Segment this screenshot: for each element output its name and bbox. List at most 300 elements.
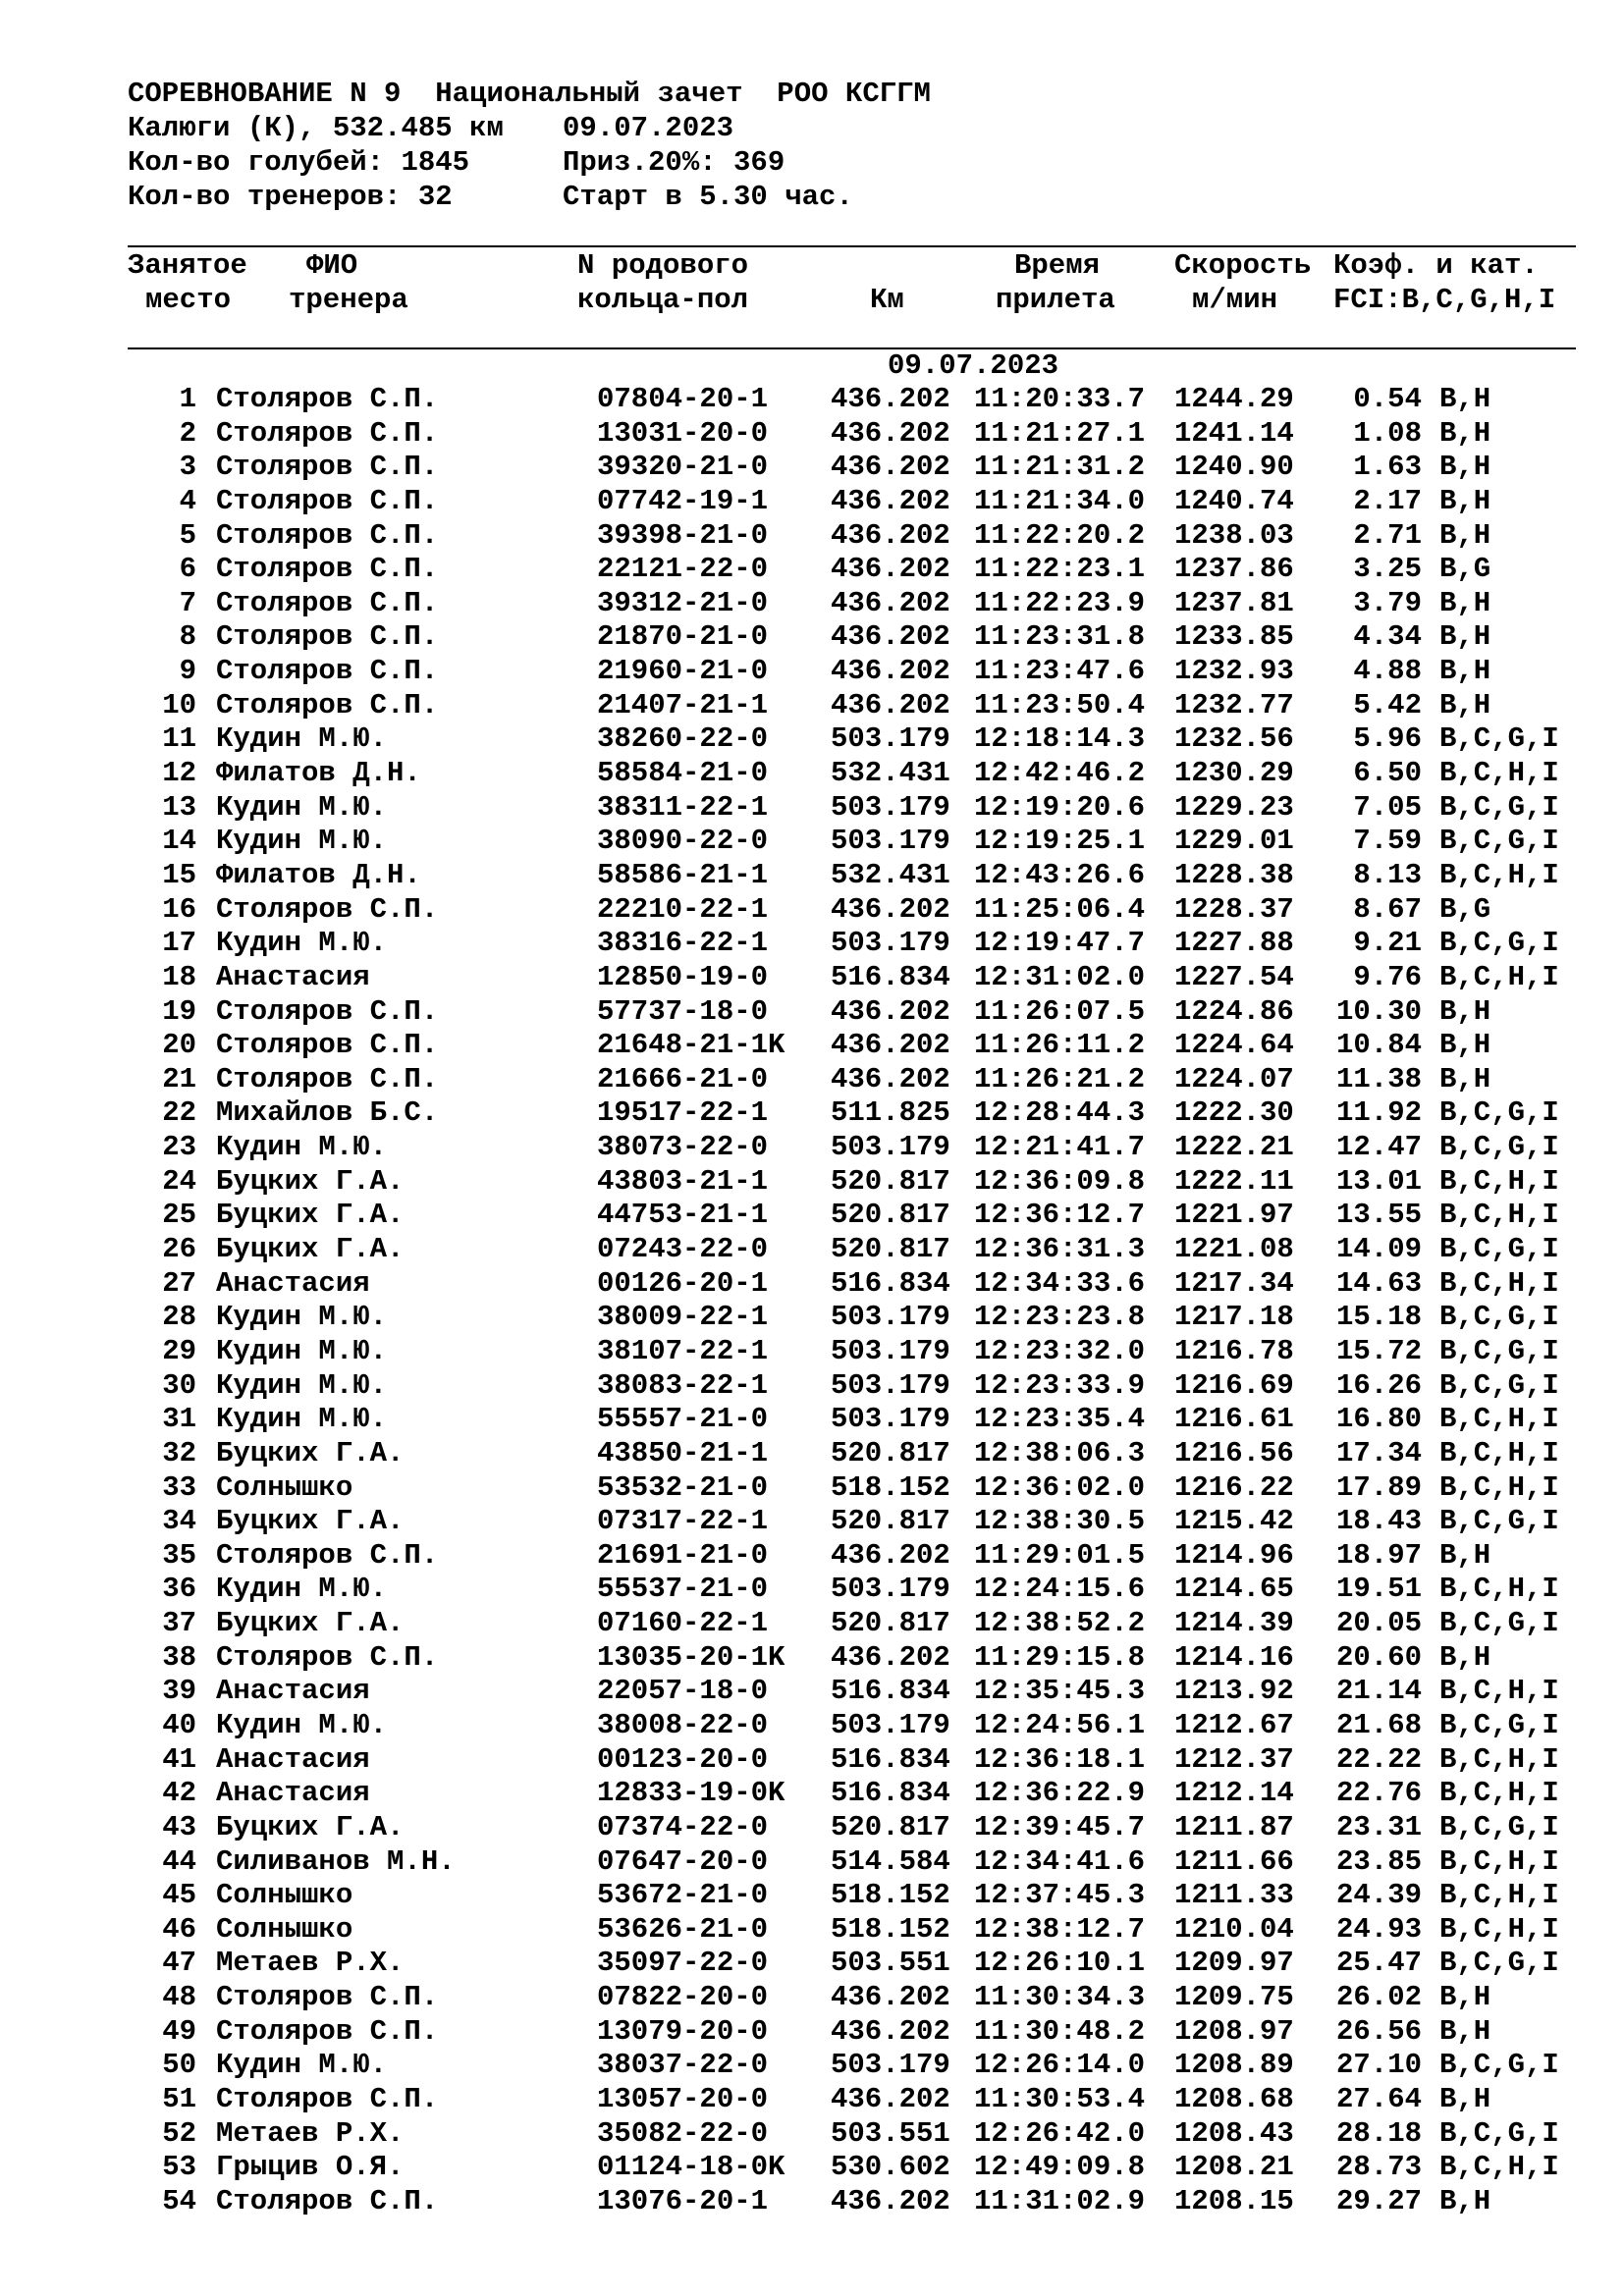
place: 6 (179, 553, 196, 586)
distance-km: 436.202 (831, 586, 950, 619)
speed: 1232.56 (1174, 722, 1294, 756)
categories: B,C,G,I (1439, 2049, 1559, 2082)
arrival-time: 12:38:06.3 (974, 1436, 1146, 1469)
place: 18 (162, 960, 196, 993)
distance-km: 516.834 (831, 1266, 950, 1300)
trainer-name: Буцких Г.А. (216, 1164, 405, 1198)
col-place-label-1: Занятое (128, 249, 247, 282)
categories: B,H (1439, 655, 1491, 688)
coefficient: 0.54 (1353, 383, 1422, 415)
arrival-time: 11:30:34.3 (974, 1981, 1146, 2014)
place: 47 (162, 1947, 196, 1980)
speed: 1222.11 (1174, 1164, 1294, 1198)
categories: B,H (1439, 383, 1491, 415)
arrival-time: 11:23:50.4 (974, 688, 1146, 721)
coefficient: 5.42 (1353, 688, 1422, 721)
coefficient: 11.38 (1335, 1062, 1422, 1095)
categories: B,C,H,I (1439, 858, 1559, 891)
ring-number: 21666-21-0 (597, 1062, 769, 1095)
distance-km: 518.152 (831, 1470, 950, 1504)
speed: 1208.97 (1174, 2014, 1294, 2048)
categories: B,C,H,I (1439, 1266, 1559, 1300)
ring-number: 38090-22-0 (597, 825, 769, 858)
speed: 1227.88 (1174, 927, 1294, 960)
ring-number: 53532-21-0 (597, 1470, 769, 1504)
table-row (128, 689, 1581, 723)
categories: B,C,G,I (1439, 1505, 1559, 1538)
ring-number: 39320-21-0 (597, 451, 769, 484)
coefficient: 11.92 (1335, 1096, 1422, 1130)
arrival-time: 12:19:25.1 (974, 825, 1146, 858)
distance-km: 503.179 (831, 1301, 950, 1334)
trainer-name: Буцких Г.А. (216, 1607, 405, 1640)
coefficient: 2.17 (1353, 484, 1422, 517)
trainer-name: Кудин М.Ю. (216, 1403, 388, 1436)
distance-km: 436.202 (831, 484, 950, 517)
place: 54 (162, 2184, 196, 2217)
table-row (128, 1709, 1581, 1743)
coefficient: 26.56 (1335, 2014, 1422, 2048)
distance-km: 503.179 (831, 722, 950, 756)
place: 31 (162, 1403, 196, 1436)
trainer-name: Столяров С.П. (216, 586, 439, 619)
arrival-time: 11:21:31.2 (974, 451, 1146, 484)
place: 48 (162, 1981, 196, 2014)
arrival-time: 11:23:47.6 (974, 655, 1146, 688)
col-name-label-2: тренера (289, 284, 408, 316)
place: 30 (162, 1368, 196, 1402)
table-row (128, 1505, 1581, 1539)
arrival-time: 11:22:20.2 (974, 518, 1146, 552)
ring-number: 21691-21-0 (597, 1538, 769, 1572)
place: 49 (162, 2014, 196, 2048)
table-row (128, 1335, 1581, 1369)
distance-km: 436.202 (831, 383, 950, 415)
categories: B,C,H,I (1439, 757, 1559, 790)
table-row (128, 1233, 1581, 1267)
ring-number: 07317-22-1 (597, 1505, 769, 1538)
distance-km: 436.202 (831, 416, 950, 450)
trainer-name: Столяров С.П. (216, 994, 439, 1028)
coefficient: 29.27 (1335, 2184, 1422, 2217)
arrival-time: 12:49:09.8 (974, 2151, 1146, 2184)
competition-title-text: СОРЕВНОВАНИЕ N 9 Национальный зачет РОО КСГГМ (128, 78, 931, 110)
categories: B,C,G,I (1439, 1368, 1559, 1402)
table-row (128, 1573, 1581, 1607)
ring-number: 13057-20-0 (597, 2083, 769, 2116)
place: 11 (162, 722, 196, 756)
table-row (128, 1403, 1581, 1437)
coefficient: 10.30 (1335, 994, 1422, 1028)
trainer-name: Столяров С.П. (216, 655, 439, 688)
categories: B,H (1439, 2014, 1491, 2048)
table-row (128, 1301, 1581, 1335)
table-row (128, 485, 1581, 519)
arrival-time: 12:39:45.7 (974, 1810, 1146, 1843)
place: 2 (179, 416, 196, 450)
place: 17 (162, 927, 196, 960)
speed: 1221.08 (1174, 1233, 1294, 1266)
distance-km: 436.202 (831, 688, 950, 721)
categories: B,C,G,I (1439, 2116, 1559, 2150)
arrival-time: 12:42:46.2 (974, 757, 1146, 790)
table-row (128, 722, 1581, 757)
ring-number: 13079-20-0 (597, 2014, 769, 2048)
categories: B,H (1439, 484, 1491, 517)
trainer-name: Анастасия (216, 1675, 370, 1708)
categories: B,C,H,I (1439, 1879, 1559, 1912)
categories: B,H (1439, 451, 1491, 484)
arrival-time: 12:23:32.0 (974, 1334, 1146, 1367)
distance-km: 436.202 (831, 1640, 950, 1674)
coefficient: 26.02 (1335, 1981, 1422, 2014)
ring-number: 43850-21-1 (597, 1436, 769, 1469)
ring-number: 22210-22-1 (597, 892, 769, 926)
arrival-time: 11:29:15.8 (974, 1640, 1146, 1674)
speed: 1212.67 (1174, 1708, 1294, 1741)
place: 45 (162, 1879, 196, 1912)
speed: 1213.92 (1174, 1675, 1294, 1708)
categories: B,H (1439, 416, 1491, 450)
ring-number: 35097-22-0 (597, 1947, 769, 1980)
place: 27 (162, 1266, 196, 1300)
speed: 1232.77 (1174, 688, 1294, 721)
table-row (128, 1811, 1581, 1845)
table-row (128, 791, 1581, 826)
trainer-name: Анастасия (216, 1777, 370, 1810)
table-row (128, 519, 1581, 554)
trainer-name: Кудин М.Ю. (216, 790, 388, 824)
table-row (128, 859, 1581, 893)
coefficient: 8.67 (1353, 892, 1422, 926)
coefficient: 14.63 (1335, 1266, 1422, 1300)
arrival-time: 12:23:33.9 (974, 1368, 1146, 1402)
ring-number: 39398-21-0 (597, 518, 769, 552)
coefficient: 5.96 (1353, 722, 1422, 756)
arrival-time: 12:24:56.1 (974, 1708, 1146, 1741)
arrival-time: 11:21:27.1 (974, 416, 1146, 450)
ring-number: 07243-22-0 (597, 1233, 769, 1266)
ring-number: 39312-21-0 (597, 586, 769, 619)
categories: B,C,H,I (1439, 1199, 1559, 1232)
speed: 1238.03 (1174, 518, 1294, 552)
place: 4 (179, 484, 196, 517)
distance-km: 503.179 (831, 1403, 950, 1436)
speed: 1216.78 (1174, 1334, 1294, 1367)
categories: B,C,G,I (1439, 825, 1559, 858)
coefficient: 1.63 (1353, 451, 1422, 484)
table-row (128, 1879, 1581, 1913)
coefficient: 27.10 (1335, 2049, 1422, 2082)
distance-km: 436.202 (831, 994, 950, 1028)
speed: 1208.21 (1174, 2151, 1294, 2184)
arrival-time: 12:24:15.6 (974, 1573, 1146, 1606)
speed: 1240.74 (1174, 484, 1294, 517)
categories: B,C,G,I (1439, 1233, 1559, 1266)
distance-km: 436.202 (831, 518, 950, 552)
coefficient: 1.08 (1353, 416, 1422, 450)
header-top-rule (128, 245, 1576, 247)
coefficient: 12.47 (1335, 1131, 1422, 1164)
distance-km: 516.834 (831, 1675, 950, 1708)
table-row (128, 1267, 1581, 1302)
categories: B,C,G,I (1439, 1096, 1559, 1130)
ring-number: 38008-22-0 (597, 1708, 769, 1741)
speed: 1217.34 (1174, 1266, 1294, 1300)
ring-number: 53672-21-0 (597, 1879, 769, 1912)
categories: B,H (1439, 518, 1491, 552)
arrival-time: 12:38:52.2 (974, 1607, 1146, 1640)
speed: 1214.65 (1174, 1573, 1294, 1606)
categories: B,H (1439, 1640, 1491, 1674)
speed: 1209.97 (1174, 1947, 1294, 1980)
speed: 1214.96 (1174, 1538, 1294, 1572)
trainer-name: Буцких Г.А. (216, 1810, 405, 1843)
trainer-name: Буцких Г.А. (216, 1233, 405, 1266)
trainer-name: Кудин М.Ю. (216, 1368, 388, 1402)
speed: 1216.56 (1174, 1436, 1294, 1469)
trainer-name: Кудин М.Ю. (216, 1301, 388, 1334)
col-place-label-2: место (145, 284, 232, 316)
distance-km: 518.152 (831, 1879, 950, 1912)
table-row (128, 2015, 1581, 2050)
trainer-count-line (128, 180, 1581, 214)
pigeon-count-line (128, 145, 1581, 180)
coefficient: 3.79 (1353, 586, 1422, 619)
coefficient: 14.09 (1335, 1233, 1422, 1266)
place: 25 (162, 1199, 196, 1232)
distance-km: 520.817 (831, 1436, 950, 1469)
categories: B,C,G,I (1439, 1301, 1559, 1334)
trainer-name: Столяров С.П. (216, 451, 439, 484)
race-date: 09.07.2023 (563, 112, 734, 144)
table-row (128, 1947, 1581, 1981)
arrival-time: 12:34:33.6 (974, 1266, 1146, 1300)
ring-number: 01124-18-0K (597, 2151, 785, 2184)
arrival-time: 11:26:21.2 (974, 1062, 1146, 1095)
arrival-time: 12:35:45.3 (974, 1675, 1146, 1708)
arrival-time: 12:23:35.4 (974, 1403, 1146, 1436)
coefficient: 22.76 (1335, 1777, 1422, 1810)
table-row (128, 1165, 1581, 1200)
table-row (128, 757, 1581, 791)
start-time: Старт в 5.30 час. (563, 181, 853, 213)
coefficient: 28.18 (1335, 2116, 1422, 2150)
release-point: Калюги (К), 532.485 км (128, 112, 504, 144)
speed: 1228.38 (1174, 858, 1294, 891)
distance-km: 503.179 (831, 927, 950, 960)
place: 29 (162, 1334, 196, 1367)
coefficient: 21.14 (1335, 1675, 1422, 1708)
trainer-name: Анастасия (216, 1742, 370, 1776)
coefficient: 4.34 (1353, 620, 1422, 654)
trainer-name: Столяров С.П. (216, 416, 439, 450)
place: 36 (162, 1573, 196, 1606)
ring-number: 00123-20-0 (597, 1742, 769, 1776)
distance-km: 436.202 (831, 620, 950, 654)
speed: 1244.29 (1174, 383, 1294, 415)
ring-number: 12850-19-0 (597, 960, 769, 993)
speed: 1228.37 (1174, 892, 1294, 926)
categories: B,C,H,I (1439, 1742, 1559, 1776)
categories: B,H (1439, 1029, 1491, 1062)
table-row (128, 2185, 1581, 2219)
place: 5 (179, 518, 196, 552)
distance-km: 436.202 (831, 2014, 950, 2048)
coefficient: 15.72 (1335, 1334, 1422, 1367)
distance-km: 532.431 (831, 858, 950, 891)
ring-number: 38316-22-1 (597, 927, 769, 960)
arrival-time: 12:36:12.7 (974, 1199, 1146, 1232)
trainer-name: Буцких Г.А. (216, 1505, 405, 1538)
categories: B,H (1439, 2184, 1491, 2217)
trainer-name: Столяров С.П. (216, 1981, 439, 2014)
trainer-name: Столяров С.П. (216, 484, 439, 517)
table-row (128, 1096, 1581, 1131)
trainer-name: Столяров С.П. (216, 383, 439, 415)
ring-number: 21870-21-0 (597, 620, 769, 654)
categories: B,C,H,I (1439, 2151, 1559, 2184)
speed: 1240.90 (1174, 451, 1294, 484)
distance-km: 520.817 (831, 1505, 950, 1538)
trainer-name: Столяров С.П. (216, 1062, 439, 1095)
col-ring-label-1: N родового (577, 249, 749, 282)
ring-number: 13076-20-1 (597, 2184, 769, 2217)
trainer-name: Филатов Д.Н. (216, 757, 421, 790)
col-km-label: Км (870, 284, 904, 316)
distance-km: 511.825 (831, 1096, 950, 1130)
table-row (128, 1131, 1581, 1165)
trainer-name: Столяров С.П. (216, 620, 439, 654)
ring-number: 55557-21-0 (597, 1403, 769, 1436)
table-row (128, 1369, 1581, 1404)
ring-number: 38107-22-1 (597, 1334, 769, 1367)
place: 50 (162, 2049, 196, 2082)
table-row (128, 1913, 1581, 1948)
table-row (128, 1471, 1581, 1506)
ring-number: 38037-22-0 (597, 2049, 769, 2082)
distance-km: 532.431 (831, 757, 950, 790)
distance-km: 530.602 (831, 2151, 950, 2184)
release-point-line (128, 111, 1581, 145)
arrival-time: 11:30:48.2 (974, 2014, 1146, 2048)
trainer-name: Кудин М.Ю. (216, 1131, 388, 1164)
speed: 1208.15 (1174, 2184, 1294, 2217)
trainer-name: Кудин М.Ю. (216, 1334, 388, 1367)
distance-km: 503.179 (831, 790, 950, 824)
trainer-name: Метаев Р.Х. (216, 2116, 405, 2150)
table-row (128, 1199, 1581, 1233)
speed: 1216.61 (1174, 1403, 1294, 1436)
trainer-name: Столяров С.П. (216, 518, 439, 552)
distance-km: 436.202 (831, 655, 950, 688)
col-coef-label-2: FCI:B,C,G,H,I (1333, 284, 1556, 316)
table-row (128, 961, 1581, 995)
speed: 1237.81 (1174, 586, 1294, 619)
arrival-time: 12:21:41.7 (974, 1131, 1146, 1164)
col-speed-label-1: Скорость (1174, 249, 1312, 282)
trainer-name: Столяров С.П. (216, 688, 439, 721)
table-row (128, 1743, 1581, 1778)
table-row (128, 417, 1581, 452)
arrival-time: 12:38:30.5 (974, 1505, 1146, 1538)
trainer-name: Столяров С.П. (216, 892, 439, 926)
place: 39 (162, 1675, 196, 1708)
coefficient: 24.39 (1335, 1879, 1422, 1912)
table-row (128, 1675, 1581, 1709)
trainer-name: Силиванов М.Н. (216, 1844, 456, 1878)
arrival-time: 12:28:44.3 (974, 1096, 1146, 1130)
distance-km: 436.202 (831, 1538, 950, 1572)
speed: 1211.66 (1174, 1844, 1294, 1878)
coefficient: 21.68 (1335, 1708, 1422, 1741)
speed: 1208.89 (1174, 2049, 1294, 2082)
ring-number: 13035-20-1K (597, 1640, 785, 1674)
distance-km: 516.834 (831, 1777, 950, 1810)
trainer-name: Метаев Р.Х. (216, 1947, 405, 1980)
distance-km: 503.179 (831, 1368, 950, 1402)
place: 51 (162, 2083, 196, 2116)
arrival-time: 12:26:10.1 (974, 1947, 1146, 1980)
table-row (128, 2049, 1581, 2083)
table-row (128, 1981, 1581, 2015)
coefficient: 24.93 (1335, 1912, 1422, 1946)
arrival-time: 11:29:01.5 (974, 1538, 1146, 1572)
distance-km: 503.179 (831, 2049, 950, 2082)
speed: 1224.86 (1174, 994, 1294, 1028)
coefficient: 7.05 (1353, 790, 1422, 824)
table-row (128, 825, 1581, 859)
speed: 1232.93 (1174, 655, 1294, 688)
ring-number: 22121-22-0 (597, 553, 769, 586)
arrival-time: 12:36:09.8 (974, 1164, 1146, 1198)
place: 40 (162, 1708, 196, 1741)
ring-number: 19517-22-1 (597, 1096, 769, 1130)
categories: B,H (1439, 1538, 1491, 1572)
speed: 1221.97 (1174, 1199, 1294, 1232)
arrival-time: 11:30:53.4 (974, 2083, 1146, 2116)
coefficient: 28.73 (1335, 2151, 1422, 2184)
categories: B,C,H,I (1439, 1573, 1559, 1606)
ring-number: 58584-21-0 (597, 757, 769, 790)
categories: B,C,G,I (1439, 722, 1559, 756)
arrival-time: 11:20:33.7 (974, 383, 1146, 415)
arrival-time: 12:36:31.3 (974, 1233, 1146, 1266)
table-row (128, 1641, 1581, 1676)
col-time-label-2: прилета (996, 284, 1115, 316)
place: 19 (162, 994, 196, 1028)
ring-number: 13031-20-0 (597, 416, 769, 450)
distance-km: 503.179 (831, 1334, 950, 1367)
categories: B,C,G,I (1439, 1607, 1559, 1640)
coefficient: 10.84 (1335, 1029, 1422, 1062)
place: 9 (179, 655, 196, 688)
speed: 1237.86 (1174, 553, 1294, 586)
arrival-time: 12:36:22.9 (974, 1777, 1146, 1810)
trainer-name: Солнышко (216, 1879, 353, 1912)
place: 52 (162, 2116, 196, 2150)
ring-number: 12833-19-0K (597, 1777, 785, 1810)
ring-number: 53626-21-0 (597, 1912, 769, 1946)
arrival-time: 12:38:12.7 (974, 1912, 1146, 1946)
coefficient: 17.89 (1335, 1470, 1422, 1504)
categories: B,H (1439, 688, 1491, 721)
speed: 1229.23 (1174, 790, 1294, 824)
ring-number: 57737-18-0 (597, 994, 769, 1028)
col-name-label-1: ФИО (306, 249, 358, 282)
trainer-count: Кол-во тренеров: 32 (128, 181, 453, 213)
trainer-name: Столяров С.П. (216, 553, 439, 586)
